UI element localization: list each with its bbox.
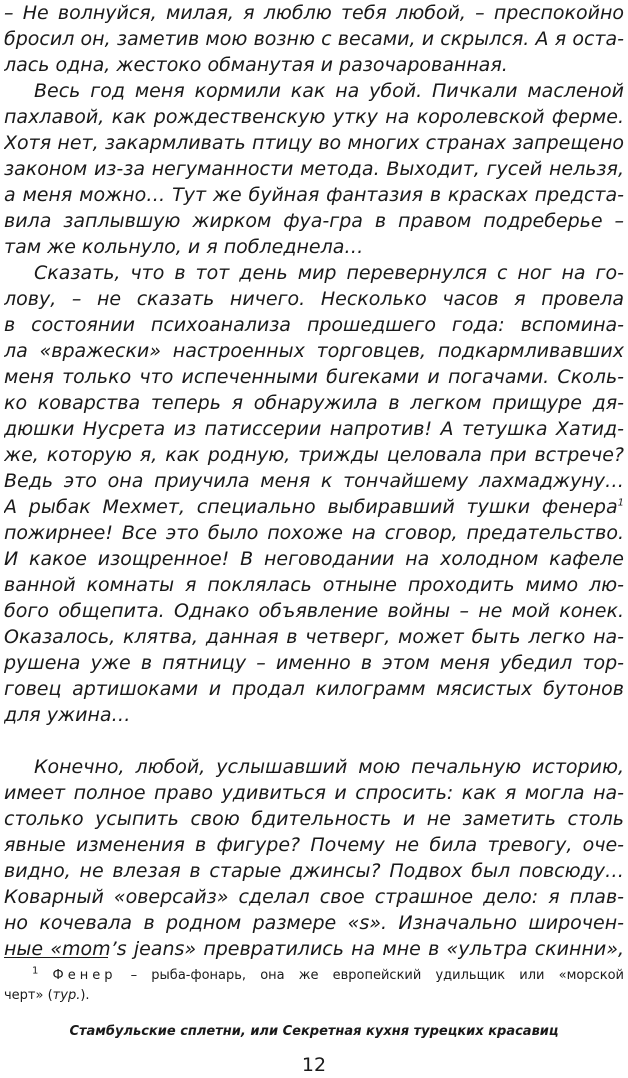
text-line: Сказать, что в тот день мир перевернулся с ног на го- — [34, 262, 624, 284]
text-line: Оказалось, клятва, данная в четверг, может быть легко на- — [4, 626, 624, 648]
text-line: видно, не влезая в старые джинсы? Подвох был повсюду… — [4, 860, 624, 882]
footnote-abbr: тур. — [52, 988, 81, 1003]
text-line: ла «вражески» настроенных торговцев, подкармливавших — [4, 340, 624, 362]
text-line: меня только что испеченными бureками и погачами. Сколь- — [4, 366, 624, 388]
text-line: бросил он, заметив мою возню с весами, и скрылся. А я оста- — [4, 28, 624, 50]
text-line: же, которую я, как родную, трижды целовала при встрече? — [4, 444, 624, 466]
text-line: Коварный «оверсайз» сделал свое страшное дело: я плав- — [4, 886, 624, 908]
text-line: Весь год меня кормили как на убой. Пичкали масленой — [34, 80, 624, 102]
text-line: лову, – не сказать ничего. Несколько часов я провела — [4, 288, 624, 310]
text-line: явные изменения в фигуре? Почему не била тревогу, оче- — [4, 834, 624, 856]
text-line: но кочевала в родном размере «s». Изначально широчен- — [4, 912, 624, 934]
text-line: ванной комнаты я поклялась отныне проходить мимо лю- — [4, 574, 624, 596]
text-line: – Не волнуйся, милая, я люблю тебя любой, – преспокойно — [4, 2, 624, 24]
text-line: И какое изощренное! В неговодании на холодном кафеле — [4, 548, 624, 570]
footnote-text: черт» ( — [4, 988, 53, 1003]
footnote-text: – рыба-фонарь, она же европейский удильщик или «морской — [116, 968, 624, 983]
footnote-line — [4, 966, 624, 986]
running-title: Стамбульские сплетни, или Секретная кухня турецких красавиц — [69, 1024, 559, 1039]
text-line: имеет полное право удивиться и спросить: как я могла на- — [4, 782, 624, 804]
text-line: для ужина… — [4, 704, 131, 726]
text-line: столько усыпить свою бдительность и не заметить столь — [4, 808, 624, 830]
footnote-divider — [4, 957, 108, 958]
text-fragment: А рыбак Мехмет, специально выбиравший тушки фенера — [4, 496, 618, 518]
text-line: лась одна, жестоко обманутая и разочарованная. — [4, 54, 508, 76]
text-line: там же кольнуло, и я побледнела… — [4, 236, 364, 258]
text-line: пожирнее! Все это было похоже на сговор, предательство. — [4, 522, 624, 544]
text-line: вила заплывшую жирком фуа-гра в правом подреберье – — [4, 210, 624, 232]
text-line: пахлавой, как рождественскую утку на королевской ферме. — [4, 106, 624, 128]
footnote-line — [4, 986, 624, 1006]
footnote-term: Фенер — [52, 968, 117, 983]
footnote-text: ). — [80, 988, 90, 1003]
page-number: 12 — [301, 1054, 327, 1076]
text-line: дюшки Нусрета из патиссерии напротив! А тетушка Хатид- — [4, 418, 624, 440]
text-line: а меня можно… Тут же буйная фантазия в красках предста- — [4, 184, 624, 206]
text-line: рушена уже в пятницу – именно в этом меня убедил тор- — [4, 652, 624, 674]
text-line-with-footnote — [4, 494, 624, 520]
text-line: в состоянии психоанализа прошедшего года: вспомина- — [4, 314, 624, 336]
text-line: Конечно, любой, услышавший мою печальную историю, — [34, 756, 624, 778]
footnote-number: 1 — [32, 966, 39, 977]
text-line: бого общепита. Однако объявление войны – не мой конек. — [4, 600, 624, 622]
text-line: ные «mom’s jeans» превратились на мне в «ультра скинни», — [4, 938, 624, 960]
text-line: ко коварства теперь я обнаружила в легком прищуре дя- — [4, 392, 624, 414]
text-line: Ведь это она приучила меня к тончайшему лахмаджуну… — [4, 470, 624, 492]
text-line: законом из-за негуманности метода. Выходит, гусей нельзя, — [4, 158, 624, 180]
text-line: говец артишоками и продал килограмм мясистых бутонов — [4, 678, 624, 700]
footnote-ref[interactable]: 1 — [617, 497, 624, 509]
text-line: Хотя нет, закармливать птицу во многих странах запрещено — [4, 132, 624, 154]
